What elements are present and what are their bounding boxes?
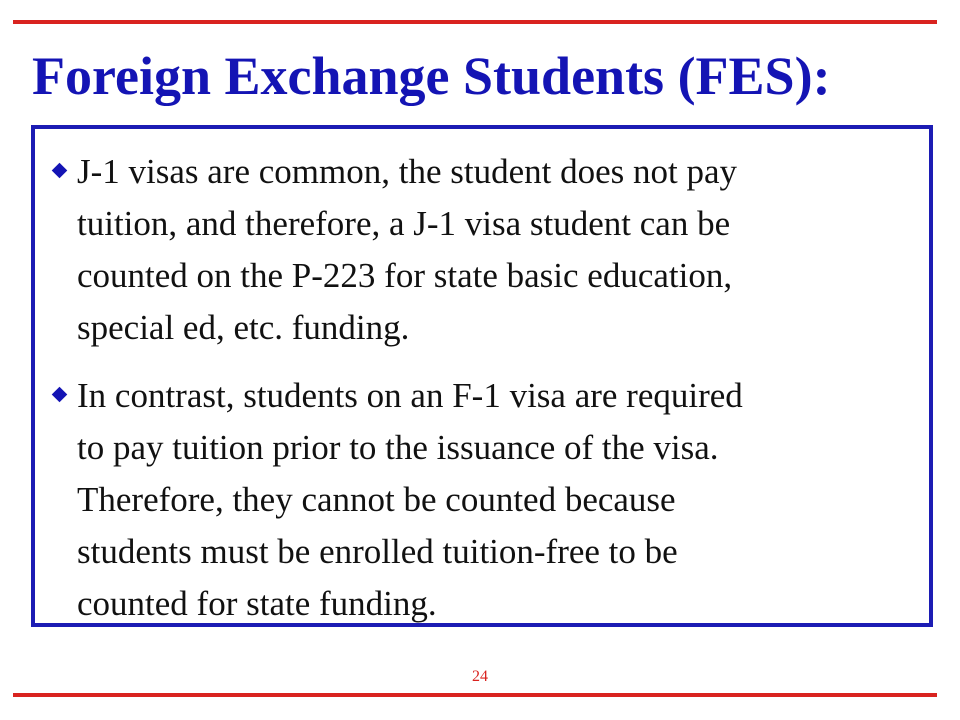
bullet-line: counted on the P-223 for state basic education, xyxy=(77,256,733,295)
bullet-line: special ed, etc. funding. xyxy=(77,308,410,347)
bullet-item-j1-visa xyxy=(35,146,895,354)
diamond-bullet-icon xyxy=(52,387,68,403)
bullet-line: counted for state funding. xyxy=(77,584,437,623)
top-rule xyxy=(13,20,937,24)
bullet-line: to pay tuition prior to the issuance of the visa. xyxy=(77,428,719,467)
bullet-item-f1-visa xyxy=(35,370,895,630)
slide-title: Foreign Exchange Students (FES): xyxy=(32,46,831,106)
bullet-line: tuition, and therefore, a J-1 visa student can be xyxy=(77,204,731,243)
bullet-line: In contrast, students on an F-1 visa are required xyxy=(77,376,743,415)
diamond-bullet-icon xyxy=(52,163,68,179)
content-box xyxy=(31,125,933,627)
bullet-line: J-1 visas are common, the student does not pay xyxy=(77,152,738,191)
page-number: 24 xyxy=(472,668,488,685)
bullet-line: students must be enrolled tuition-free to be xyxy=(77,532,678,571)
bullet-list xyxy=(35,146,895,646)
bottom-rule xyxy=(13,693,937,697)
bullet-line: Therefore, they cannot be counted because xyxy=(77,480,676,519)
